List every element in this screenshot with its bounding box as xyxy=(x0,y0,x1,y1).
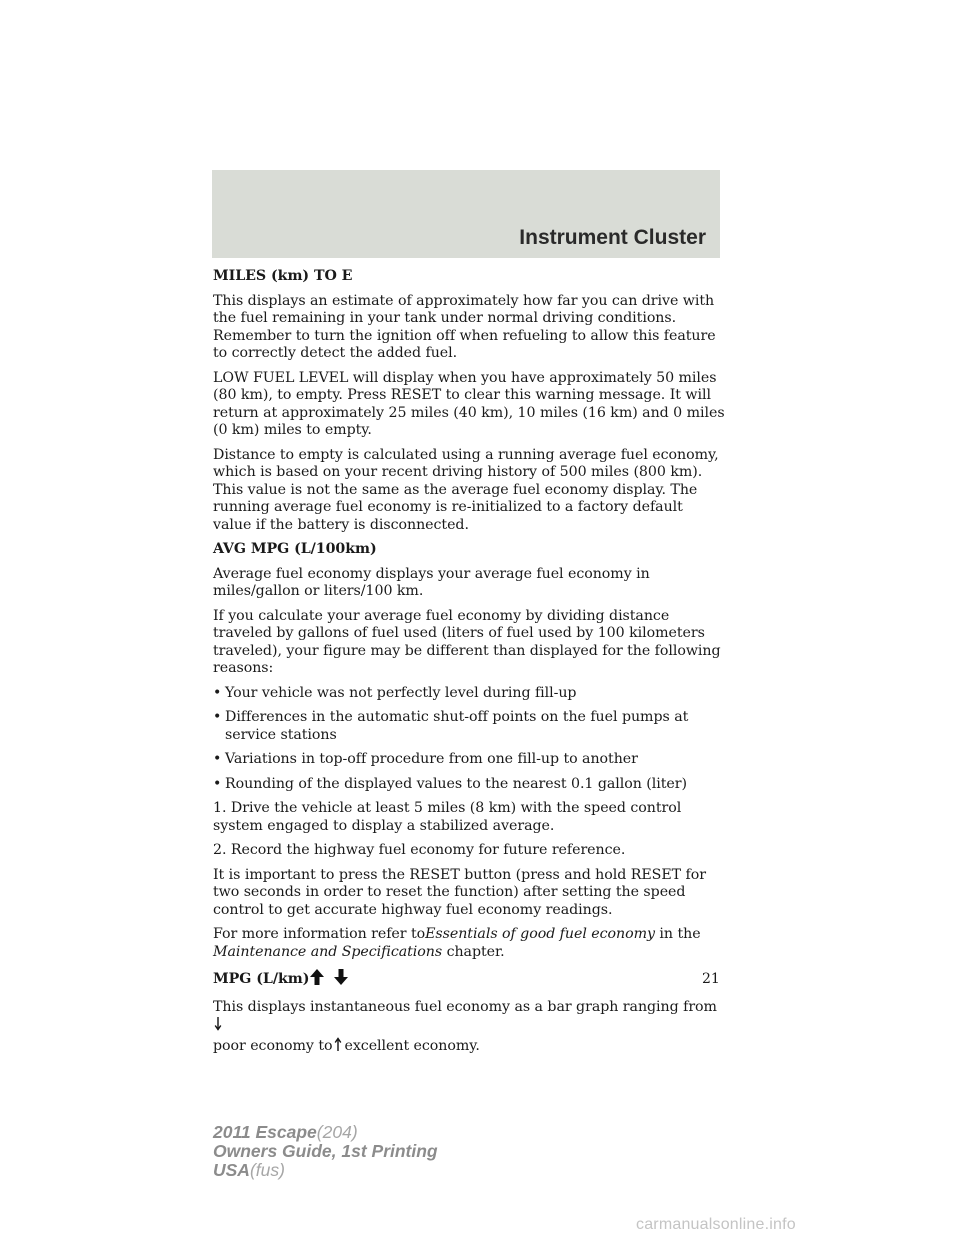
heading-miles-to-e: MILES (km) TO E xyxy=(213,268,353,284)
list-item xyxy=(213,685,725,703)
list-item xyxy=(213,751,725,769)
bullet: • xyxy=(213,775,222,792)
paragraph: If you calculate your average fuel economy by dividing distance traveled by gallons of fuel used (liters of fuel used by 100 kilometers traveled), your figure may be different than displayed for the following reasons: xyxy=(213,607,721,676)
list-item-text: Your vehicle was not perfectly level during fill-up xyxy=(225,684,577,701)
paragraph: Average fuel economy displays your average fuel economy in miles/gallon or liters/100 km. xyxy=(213,565,650,599)
footer-line-3 xyxy=(213,1161,438,1180)
paragraph xyxy=(213,999,725,1058)
arrow-down-icon xyxy=(333,968,349,992)
list-item xyxy=(213,709,725,744)
page-content xyxy=(213,268,725,1064)
paragraph: Distance to empty is calculated using a running average fuel economy, which is based on your recent driving history of 500 miles (800 km). This value is not the same as the average fuel economy display. The running average fuel economy is re-initialized to a factory default value if the battery is disconnected. xyxy=(213,446,719,533)
footer-line-2 xyxy=(213,1142,438,1161)
list-item-text: Rounding of the displayed values to the nearest 0.1 gallon (liter) xyxy=(225,775,687,792)
list-item-text: Differences in the automatic shut-off points on the fuel pumps at service stations xyxy=(225,709,689,743)
list-item-text: Variations in top-off procedure from one fill-up to another xyxy=(225,751,638,767)
reasons-list xyxy=(213,685,725,794)
page-number: 21 xyxy=(702,971,720,987)
mpg-text-part2: poor economy to xyxy=(213,1037,333,1054)
watermark: carmanualsonline.info xyxy=(636,1216,796,1233)
section-header-band xyxy=(212,170,720,258)
step-2: 2. Record the highway fuel economy for future reference. xyxy=(213,842,626,858)
refer-suffix: chapter. xyxy=(446,943,505,960)
footer-model: 2011 Escape xyxy=(213,1122,317,1142)
bullet: • xyxy=(213,751,222,767)
list-item xyxy=(213,776,725,794)
refer-link-maintenance: Maintenance and Specifications xyxy=(213,943,443,960)
mpg-text-part3: excellent economy. xyxy=(344,1037,480,1054)
footer-line-1 xyxy=(213,1123,438,1142)
small-arrow-down-icon xyxy=(214,1016,222,1037)
heading-avg-mpg: AVG MPG (L/100km) xyxy=(213,541,377,557)
footer-market: USA xyxy=(213,1160,250,1180)
footer-printing: Owners Guide, 1st Printing xyxy=(213,1141,438,1161)
paragraph: LOW FUEL LEVEL will display when you have approximately 50 miles (80 km), to empty. Press RESET to clear this warning message. It will return at approximately 25 miles (40 km), 10 miles (16 km) and 0 miles (0 km) miles to empty. xyxy=(213,369,725,438)
bullet: • xyxy=(213,709,222,725)
footer-model-code: (204) xyxy=(316,1122,358,1142)
paragraph: It is important to press the RESET button (press and hold RESET for two seconds in order to reset the function) after setting the speed control to get accurate highway fuel economy readings. xyxy=(213,866,706,918)
refer-prefix: For more information refer to xyxy=(213,926,426,942)
mpg-text-part1: This displays instantaneous fuel economy as a bar graph ranging from xyxy=(213,998,717,1015)
paragraph: This displays an estimate of approximately how far you can drive with the fuel remaining in your tank under normal driving conditions. Remember to turn the ignition off when refueling to allow this feature to correctly detect the added fuel. xyxy=(213,292,716,361)
small-arrow-up-icon xyxy=(334,1037,342,1058)
refer-middle: in the xyxy=(659,926,701,942)
heading-mpg xyxy=(213,968,725,992)
bullet: • xyxy=(213,684,222,701)
refer-link-fuel-economy: Essentials of good fuel economy xyxy=(425,926,655,942)
section-title: Instrument Cluster xyxy=(519,226,706,249)
reference-paragraph xyxy=(213,926,725,961)
footer-market-code: (fus) xyxy=(249,1160,285,1180)
arrow-up-icon xyxy=(309,968,325,992)
heading-mpg-text: MPG (L/km) xyxy=(213,971,310,987)
step-1: 1. Drive the vehicle at least 5 miles (8 km) with the speed control system engaged to display a stabilized average. xyxy=(213,800,682,834)
footer-edition xyxy=(213,1123,438,1180)
